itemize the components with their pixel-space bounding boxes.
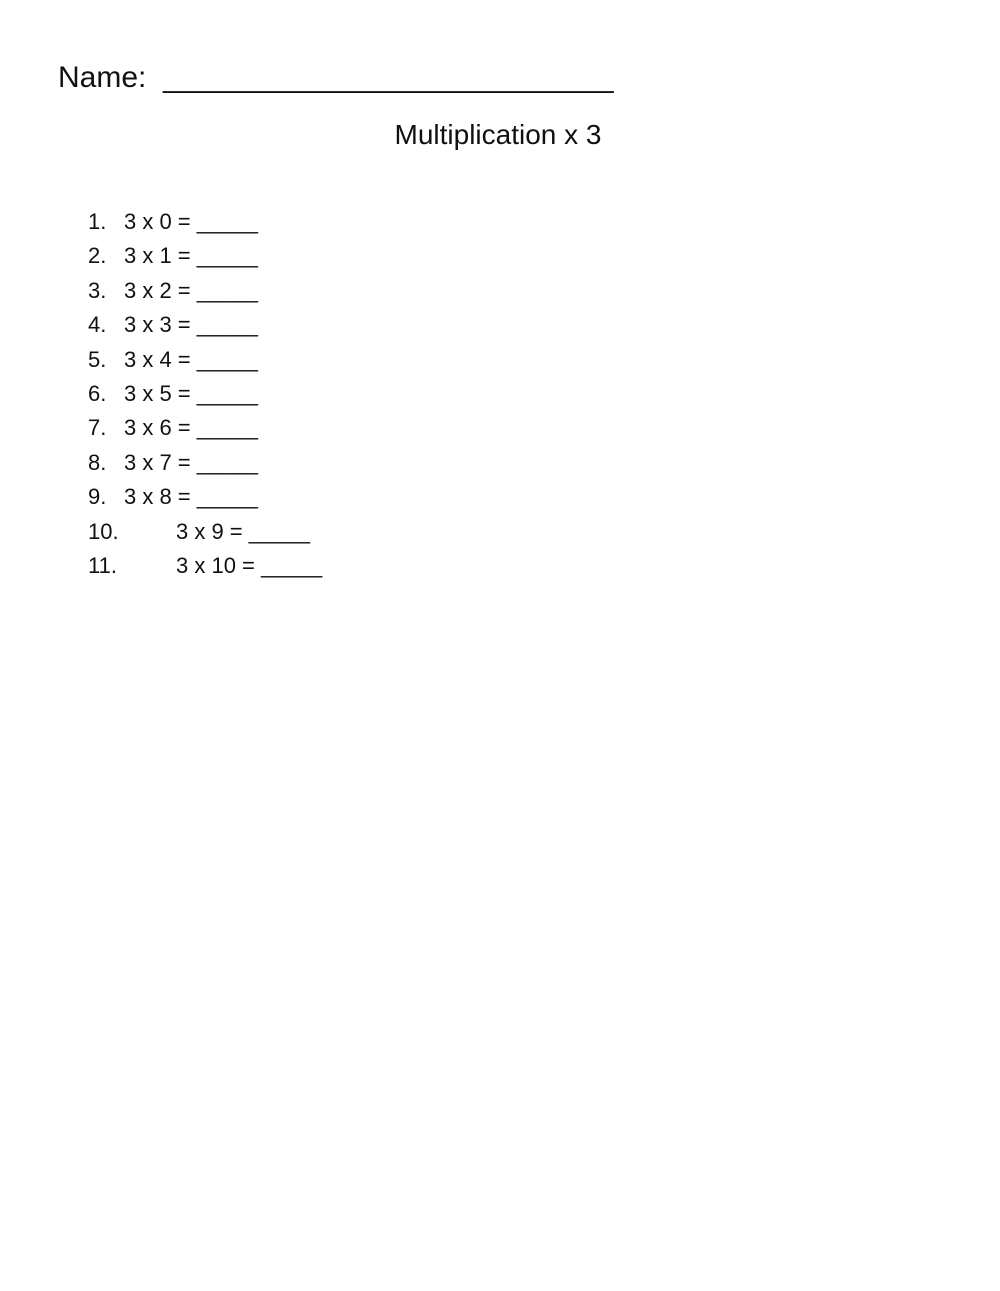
problem-text[interactable]: 3 x 9 = _____ — [176, 518, 310, 544]
problem-number: 3. — [88, 277, 107, 303]
problem-item — [88, 480, 322, 514]
problem-item — [88, 377, 322, 411]
worksheet-title — [0, 115, 1000, 155]
problem-text[interactable]: 3 x 7 = _____ — [124, 449, 258, 475]
problem-text[interactable]: 3 x 4 = _____ — [124, 346, 258, 372]
problem-text[interactable]: 3 x 0 = _____ — [124, 209, 258, 234]
problem-number: 5. — [88, 346, 107, 372]
problem-list — [88, 205, 322, 583]
problem-number: 4. — [88, 312, 107, 338]
problem-number: 11. — [88, 552, 117, 578]
problem-text[interactable]: 3 x 10 = _____ — [176, 552, 323, 578]
problem-item — [88, 411, 322, 445]
problem-text[interactable]: 3 x 8 = _____ — [124, 484, 258, 510]
problem-number: 6. — [88, 380, 107, 406]
problem-item — [88, 549, 322, 583]
problem-text[interactable]: 3 x 3 = _____ — [124, 312, 258, 338]
problem-item — [88, 239, 322, 273]
problem-number: 2. — [88, 243, 107, 269]
problem-item — [88, 274, 322, 308]
worksheet-title-text: Multiplication x 3 — [394, 119, 602, 150]
problem-number: 1. — [88, 209, 107, 234]
problem-number: 9. — [88, 484, 107, 510]
problem-text[interactable]: 3 x 2 = _____ — [124, 277, 258, 303]
problem-number: 8. — [88, 449, 107, 475]
problem-item — [88, 446, 322, 480]
name-field[interactable]: Name: ___________________________ — [58, 61, 614, 94]
problem-item — [88, 308, 322, 342]
problem-text[interactable]: 3 x 6 = _____ — [124, 415, 258, 441]
problem-number: 10. — [88, 518, 119, 544]
problem-item — [88, 205, 322, 239]
problem-text[interactable]: 3 x 1 = _____ — [124, 243, 258, 269]
problem-item — [88, 343, 322, 377]
problem-number: 7. — [88, 415, 107, 441]
problem-item — [88, 515, 322, 549]
problem-text[interactable]: 3 x 5 = _____ — [124, 380, 258, 406]
